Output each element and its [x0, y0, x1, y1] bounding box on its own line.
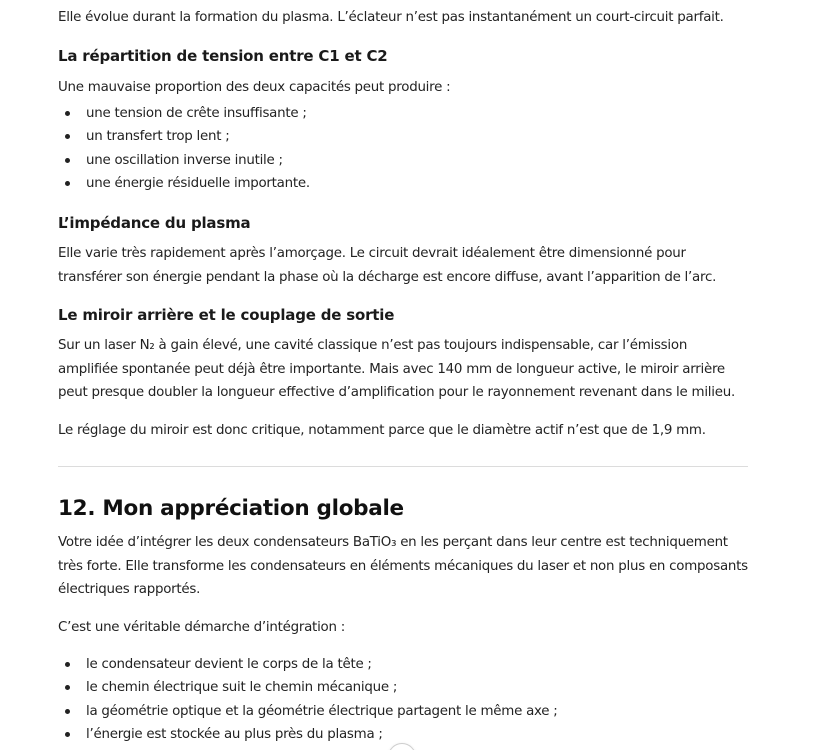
section-heading-miroir: Le miroir arrière et le couplage de sortie — [58, 306, 395, 325]
section-divider — [58, 466, 748, 467]
list-item: une oscillation inverse inutile ; — [58, 149, 748, 172]
page-section-title: 12. Mon appréciation globale — [58, 496, 404, 522]
appreciation-paragraph-2: C’est une véritable démarche d’intégration : — [58, 619, 345, 635]
repartition-lead: Une mauvaise proportion des deux capacités peut produire : — [58, 79, 451, 95]
list-item: une tension de crête insuffisante ; — [58, 102, 748, 125]
list-item: le chemin électrique suit le chemin mécanique ; — [58, 676, 748, 699]
impedance-paragraph: Elle varie très rapidement après l’amorçage. Le circuit devrait idéalement être dimensionné pour transférer son énergie pendant la phase où la décharge est encore diffuse, avant l’apparition de l’arc. — [58, 246, 717, 285]
list-item: la géométrie optique et la géométrie électrique partagent le même axe ; — [58, 700, 748, 723]
intro-paragraph: Elle évolue durant la formation du plasma. L’éclateur n’est pas instantanément un court-circuit parfait. — [58, 10, 724, 25]
list-item: l’énergie est stockée au plus près du plasma ; — [58, 723, 748, 746]
miroir-paragraph-1: Sur un laser N₂ à gain élevé, une cavité classique n’est pas toujours indispensable, car l’émission amplifiée spontanée peut déjà être importante. Mais avec 140 mm de longueur active, le miroir arrière peut presque doubler la longueur effective d’amplification pour le rayonnement revenant dans le milieu. — [58, 338, 735, 401]
repartition-list — [58, 102, 748, 195]
section-heading-repartition: La répartition de tension entre C1 et C2 — [58, 46, 388, 65]
document-body — [58, 0, 748, 746]
section-heading-impedance: L’impédance du plasma — [58, 214, 251, 233]
list-item: un transfert trop lent ; — [58, 125, 748, 148]
list-item: le condensateur devient le corps de la tête ; — [58, 653, 748, 676]
list-item: une énergie résiduelle importante. — [58, 172, 748, 195]
miroir-paragraph-2: Le réglage du miroir est donc critique, notamment parce que le diamètre actif n’est que de 1,9 mm. — [58, 422, 706, 438]
appreciation-paragraph-1: Votre idée d’intégrer les deux condensateurs BaTiO₃ en les perçant dans leur centre est techniquement très forte. Elle transforme les condensateurs en éléments mécaniques du laser et non plus en composants électriques rapportés. — [58, 535, 748, 598]
appreciation-list — [58, 653, 748, 746]
